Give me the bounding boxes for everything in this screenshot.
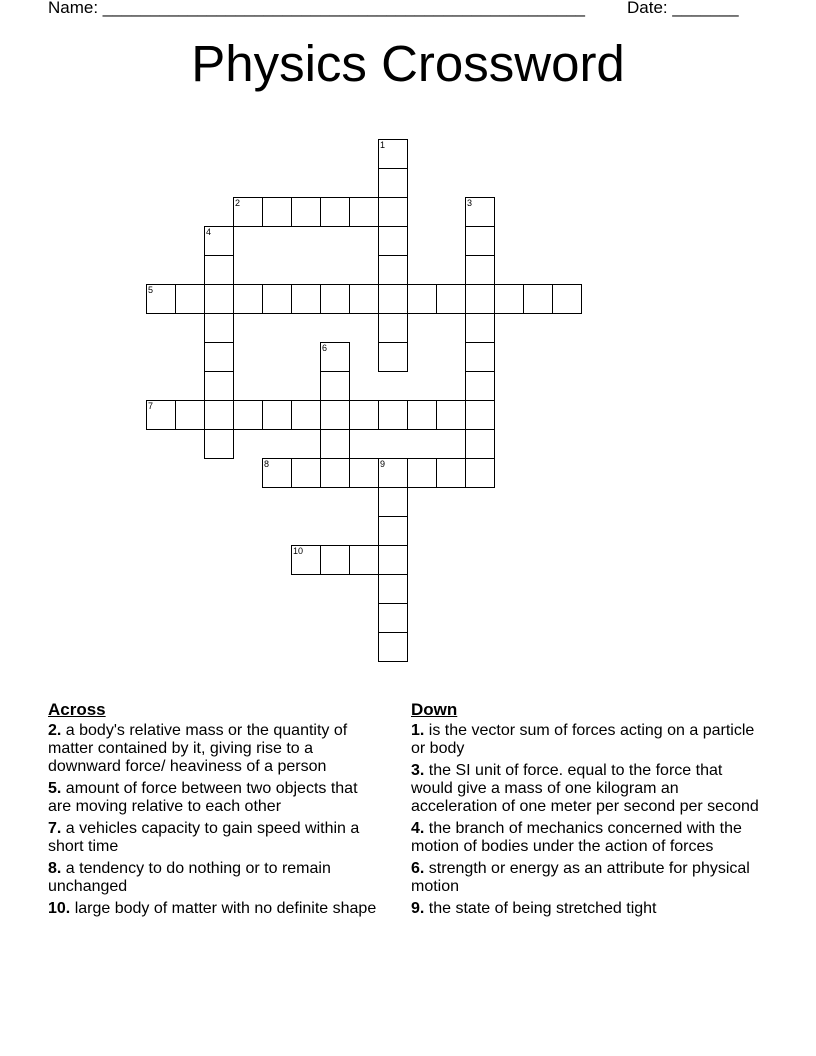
grid-cell[interactable] [378, 632, 408, 662]
grid-cell[interactable] [204, 284, 234, 314]
grid-cell[interactable] [175, 400, 205, 430]
clue-text: a body's relative mass or the quantity of matter contained by it, giving rise to a downward force/ heaviness of a person [48, 722, 348, 775]
clue-number: 4. [411, 820, 425, 837]
grid-cell[interactable] [465, 197, 495, 227]
clue-number-label: 4 [206, 227, 212, 237]
grid-cell[interactable] [204, 400, 234, 430]
grid-cell[interactable] [320, 371, 350, 401]
grid-cell[interactable] [349, 545, 379, 575]
grid-cell[interactable] [407, 458, 437, 488]
down-heading: Down [411, 700, 458, 719]
clue-number-label: 7 [148, 401, 154, 411]
clue-text: amount of force between two objects that are moving relative to each other [48, 780, 358, 815]
down-clue [411, 860, 761, 896]
down-clue-list [411, 722, 761, 918]
grid-cell[interactable] [175, 284, 205, 314]
clue-text: a vehicles capacity to gain speed within a short time [48, 820, 360, 855]
grid-cell[interactable] [204, 371, 234, 401]
grid-cell[interactable] [465, 400, 495, 430]
grid-cell[interactable] [320, 284, 350, 314]
grid-cell[interactable] [523, 284, 553, 314]
clue-number-label: 3 [467, 198, 473, 208]
clue-number: 10. [48, 900, 71, 917]
grid-cell[interactable] [291, 458, 321, 488]
clue-number: 1. [411, 722, 425, 739]
grid-cell[interactable] [262, 197, 292, 227]
clue-number: 5. [48, 780, 62, 797]
clue-text: the branch of mechanics concerned with the motion of bodies under the action of forces [411, 820, 742, 855]
grid-cell[interactable] [436, 284, 466, 314]
clue-number: 9. [411, 900, 425, 917]
grid-cell[interactable] [465, 255, 495, 285]
grid-cell[interactable] [465, 284, 495, 314]
grid-cell[interactable] [436, 458, 466, 488]
clue-text: a tendency to do nothing or to remain unchanged [48, 860, 331, 895]
across-clue [48, 820, 378, 856]
clue-number-label: 9 [380, 459, 386, 469]
clue-number-label: 10 [293, 546, 304, 556]
grid-cell[interactable] [378, 487, 408, 517]
grid-cell[interactable] [204, 342, 234, 372]
grid-cell[interactable] [349, 284, 379, 314]
grid-cell[interactable] [291, 400, 321, 430]
grid-cell[interactable] [378, 284, 408, 314]
clue-text: large body of matter with no definite shape [70, 900, 377, 917]
grid-cell[interactable] [378, 139, 408, 169]
clue-text: is the vector sum of forces acting on a particle or body [411, 722, 755, 757]
grid-cell[interactable] [378, 545, 408, 575]
clue-text: the state of being stretched tight [424, 900, 657, 917]
grid-cell[interactable] [320, 197, 350, 227]
page-title: Physics Crossword [191, 35, 625, 92]
grid-cell[interactable] [233, 284, 263, 314]
grid-cell[interactable] [378, 342, 408, 372]
grid-cell[interactable] [146, 400, 176, 430]
across-clue [48, 860, 378, 896]
clue-number-label: 6 [322, 343, 328, 353]
grid-cell[interactable] [407, 400, 437, 430]
grid-cell[interactable] [204, 313, 234, 343]
down-clue [411, 820, 761, 856]
grid-cell[interactable] [378, 255, 408, 285]
grid-cell[interactable] [378, 400, 408, 430]
grid-cell[interactable] [436, 400, 466, 430]
grid-cell[interactable] [552, 284, 582, 314]
clue-number: 3. [411, 762, 425, 779]
grid-cell[interactable] [320, 458, 350, 488]
grid-cell[interactable] [465, 429, 495, 459]
down-clue [411, 762, 761, 816]
clue-number: 7. [48, 820, 62, 837]
clue-number-label: 8 [264, 459, 270, 469]
down-clue [411, 900, 761, 918]
grid-cell[interactable] [378, 458, 408, 488]
clue-number: 2. [48, 722, 62, 739]
grid-cell[interactable] [320, 429, 350, 459]
grid-cell[interactable] [233, 197, 263, 227]
grid-cell[interactable] [378, 516, 408, 546]
clue-number-label: 1 [380, 140, 386, 150]
grid-cell[interactable] [465, 226, 495, 256]
grid-cell[interactable] [320, 342, 350, 372]
across-clue [48, 780, 378, 816]
date-field-line[interactable]: Date: _______ [627, 0, 739, 17]
grid-cell[interactable] [378, 313, 408, 343]
down-clue [411, 722, 761, 758]
grid-cell[interactable] [465, 313, 495, 343]
grid-cell[interactable] [465, 458, 495, 488]
grid-cell[interactable] [291, 197, 321, 227]
across-clue [48, 722, 378, 776]
grid-cell[interactable] [146, 284, 176, 314]
grid-cell[interactable] [349, 458, 379, 488]
grid-cell[interactable] [378, 603, 408, 633]
grid-cell[interactable] [204, 226, 234, 256]
grid-cell[interactable] [262, 400, 292, 430]
grid-cell[interactable] [262, 284, 292, 314]
clue-text: the SI unit of force. equal to the force that would give a mass of one kilogram an acceleration of one meter per second per second [411, 762, 759, 815]
clue-number-label: 2 [235, 198, 241, 208]
name-field-line[interactable]: Name: ___________________________________________________ [48, 0, 585, 17]
across-clues [48, 700, 378, 922]
clue-number-label: 5 [148, 285, 154, 295]
grid-cell[interactable] [291, 284, 321, 314]
grid-cell[interactable] [349, 400, 379, 430]
grid-cell[interactable] [320, 400, 350, 430]
across-clue-list [48, 722, 378, 918]
grid-cell[interactable] [204, 255, 234, 285]
down-clues [411, 700, 761, 922]
grid-cell[interactable] [320, 545, 350, 575]
grid-cell[interactable] [494, 284, 524, 314]
grid-cell[interactable] [465, 371, 495, 401]
grid-cell[interactable] [233, 400, 263, 430]
grid-cell[interactable] [378, 574, 408, 604]
grid-cell[interactable] [407, 284, 437, 314]
grid-cell[interactable] [378, 168, 408, 198]
across-clue [48, 900, 378, 918]
grid-cell[interactable] [349, 197, 379, 227]
clue-number: 6. [411, 860, 425, 877]
grid-cell[interactable] [378, 197, 408, 227]
clue-text: strength or energy as an attribute for physical motion [411, 860, 750, 895]
grid-cell[interactable] [465, 342, 495, 372]
grid-cell[interactable] [204, 429, 234, 459]
grid-cell[interactable] [262, 458, 292, 488]
grid-cell[interactable] [378, 226, 408, 256]
grid-cell[interactable] [291, 545, 321, 575]
clue-number: 8. [48, 860, 62, 877]
across-heading: Across [48, 700, 106, 719]
